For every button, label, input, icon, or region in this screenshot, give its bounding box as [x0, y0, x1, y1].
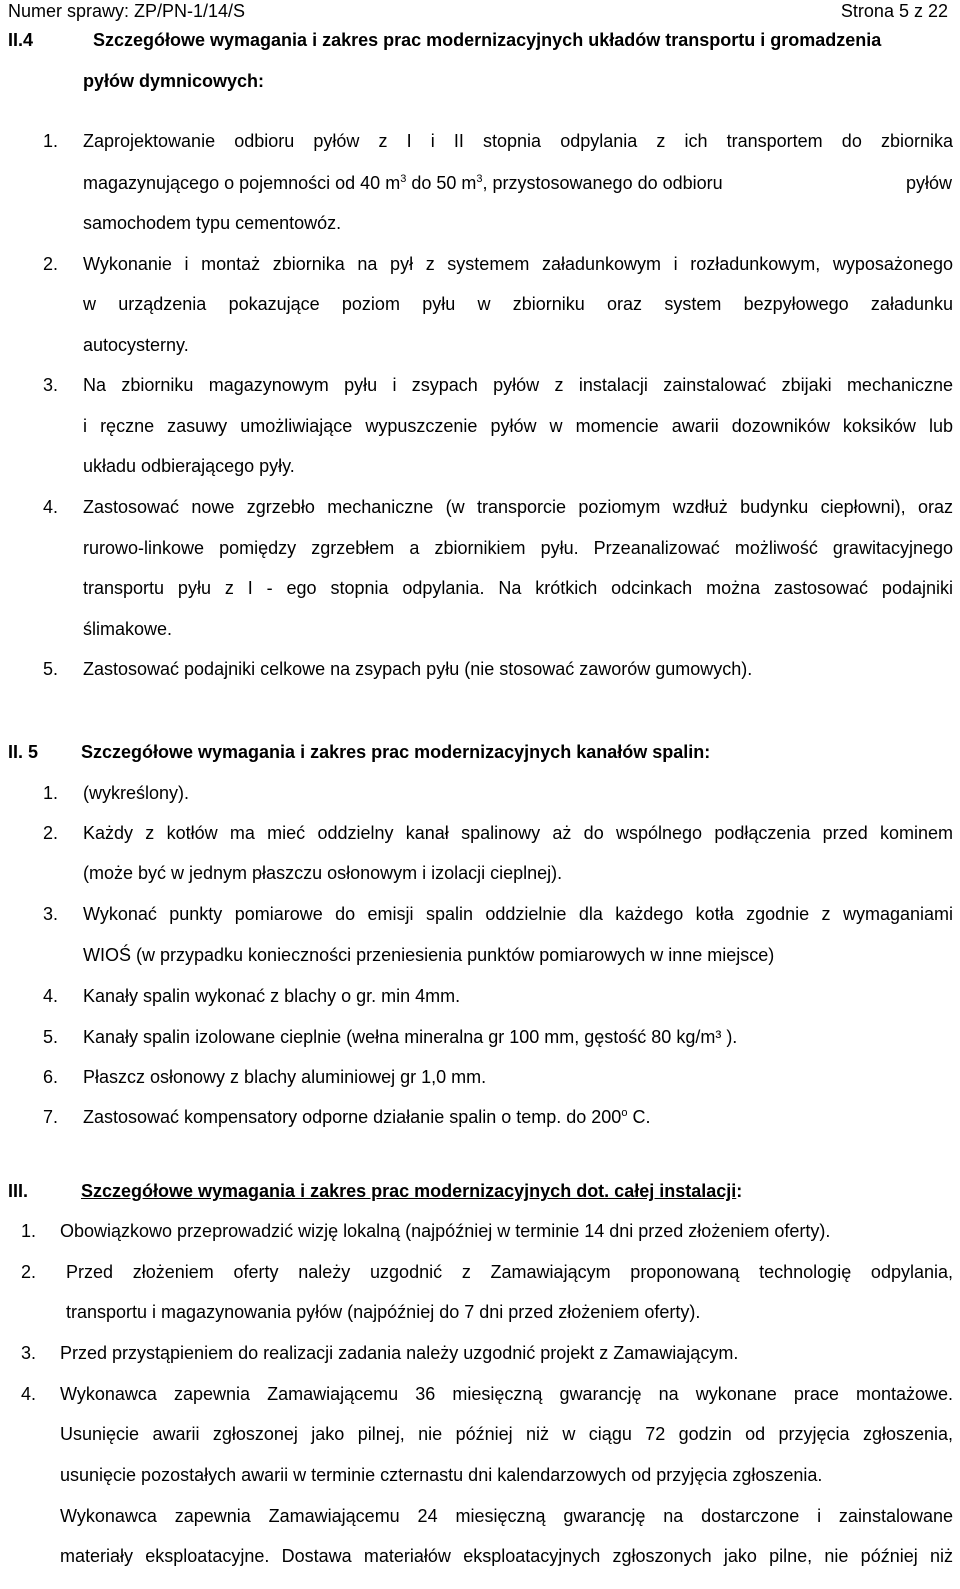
list-item-text: Płaszcz osłonowy z blachy aluminiowej gr 1,0 mm.	[83, 1067, 487, 1087]
list-item-text: magazynującego o pojemności od 40 $m^3$ do 50 $m^3$, przystosowanego do odbioru	[83, 173, 723, 193]
list-number: 2.	[43, 823, 59, 843]
list-item-text: Kanały spalin wykonać z blachy o gr. min 4mm.	[83, 986, 461, 1006]
list-item-text: Obowiązkowo przeprowadzić wizję lokalną (najpóźniej w terminie 14 dni przed złożeniem oferty).	[60, 1221, 831, 1241]
section-title: Szczegółowe wymagania i zakres prac modernizacyjnych dot. całej instalacji:	[81, 1181, 743, 1201]
list-number: 1.	[43, 783, 59, 803]
list-number: 6.	[43, 1067, 59, 1087]
list-number: 2.	[21, 1262, 37, 1282]
section-title-cont: pyłów dymnicowych:	[83, 71, 265, 91]
list-item-text: Kanały spalin izolowane cieplnie (wełna mineralna gr 100 mm, gęstość 80 kg/m³ ).	[83, 1027, 738, 1047]
list-item-text: Zastosować kompensatory odporne działanie spalin o temp. do 200$^o$ C.	[83, 1107, 651, 1127]
list-item-text: Przed przystąpieniem do realizacji zadania należy uzgodnić projekt z Zamawiającym.	[60, 1343, 739, 1363]
list-item-text: WIOŚ (w przypadku konieczności przeniesienia punktów pomiarowych w inne miejsce)	[83, 945, 775, 965]
list-number: 3.	[43, 375, 59, 395]
list-item-text: Wykonać punkty pomiarowe do emisji spalin oddzielnie dla każdego kotła zgodnie z wymaganiami	[83, 904, 953, 924]
section-number: II.4	[8, 30, 34, 50]
list-item-text: autocysterny.	[83, 335, 189, 355]
list-item-text: samochodem typu cementowóz.	[83, 213, 342, 233]
section-title: Szczegółowe wymagania i zakres prac modernizacyjnych układów transportu i gromadzenia	[93, 30, 882, 50]
list-number: 4.	[21, 1384, 37, 1404]
list-item-text: Każdy z kotłów ma mieć oddzielny kanał spalinowy aż do wspólnego podłączenia przed kominem	[83, 823, 953, 843]
list-item-text: ślimakowe.	[83, 619, 173, 639]
list-item-text: transportu i magazynowania pyłów (najpóźniej do 7 dni przed złożeniem oferty).	[66, 1302, 701, 1322]
list-number: 7.	[43, 1107, 59, 1127]
list-number: 3.	[43, 904, 59, 924]
list-number: 3.	[21, 1343, 37, 1363]
list-number: 2.	[43, 254, 59, 274]
list-item-text: i ręczne zasuwy umożliwiające wypuszczenie pyłów w momencie awarii dozowników koksików lub	[83, 416, 953, 436]
list-item-text: usunięcie pozostałych awarii w terminie czternastu dni kalendarzowych od przyjęcia zgłoszenia.	[60, 1465, 823, 1485]
list-item-text: w urządzenia pokazujące poziom pyłu w zbiorniku oraz system bezpyłowego załadunku	[83, 294, 953, 314]
section-number: III.	[8, 1181, 29, 1201]
list-item-text: materiały eksploatacyjne. Dostawa materiałów eksploatacyjnych zgłoszonych jako pilne, nie później niż	[60, 1546, 953, 1566]
list-item-text: Zastosować podajniki celkowe na zsypach pyłu (nie stosować zaworów gumowych).	[83, 659, 753, 679]
list-item-text: rurowo-linkowe pomiędzy zgrzebłem a zbiornikiem pyłu. Przeanalizować możliwość grawitacyjnego	[83, 538, 953, 558]
section-title: Szczegółowe wymagania i zakres prac modernizacyjnych kanałów spalin:	[81, 742, 711, 762]
list-item-text: pyłów	[905, 173, 952, 193]
list-item-text: Wykonawca zapewnia Zamawiającemu 24 miesięczną gwarancję na dostarczone i zainstalowane	[60, 1506, 953, 1526]
list-item-text: Usunięcie awarii zgłoszonej jako pilnej, nie później niż w ciągu 72 godzin od przyjęcia zgłoszenia,	[60, 1424, 953, 1444]
list-item-text: Wykonanie i montaż zbiornika na pył z systemem załadunkowym i rozładunkowym, wyposażonego	[83, 254, 953, 274]
list-item-text: Zaprojektowanie odbioru pyłów z I i II stopnia odpylania z ich transportem do zbiornika	[83, 131, 953, 151]
list-number: 1.	[21, 1221, 37, 1241]
list-number: 1.	[43, 131, 59, 151]
list-number: 5.	[43, 659, 59, 679]
list-number: 4.	[43, 497, 59, 517]
case-number: Numer sprawy: ZP/PN-1/14/S	[8, 1, 246, 21]
list-item-text: Przed złożeniem oferty należy uzgodnić z Zamawiającym proponowaną technologię odpylania,	[66, 1262, 953, 1282]
list-item-text: transportu pyłu z I - ego stopnia odpylania. Na krótkich odcinkach można zastosować podajniki	[83, 578, 953, 598]
list-item-text: Wykonawca zapewnia Zamawiającemu 36 miesięczną gwarancję na wykonane prace montażowe.	[60, 1384, 953, 1404]
list-item-text: układu odbierającego pyły.	[83, 456, 295, 476]
list-item-text: Na zbiorniku magazynowym pyłu i zsypach pyłów z instalacji zainstalować zbijaki mechaniczne	[83, 375, 953, 395]
list-item-text: (może być w jednym płaszczu osłonowym i izolacji cieplnej).	[83, 863, 563, 883]
list-item-text: Zastosować nowe zgrzebło mechaniczne (w transporcie poziomym wzdłuż budynku ciepłowni), oraz	[83, 497, 953, 517]
section-number: II. 5	[8, 742, 39, 762]
list-number: 5.	[43, 1027, 59, 1047]
page-number: Strona 5 z 22	[840, 1, 948, 21]
list-number: 4.	[43, 986, 59, 1006]
list-item-text: (wykreślony).	[83, 783, 190, 803]
